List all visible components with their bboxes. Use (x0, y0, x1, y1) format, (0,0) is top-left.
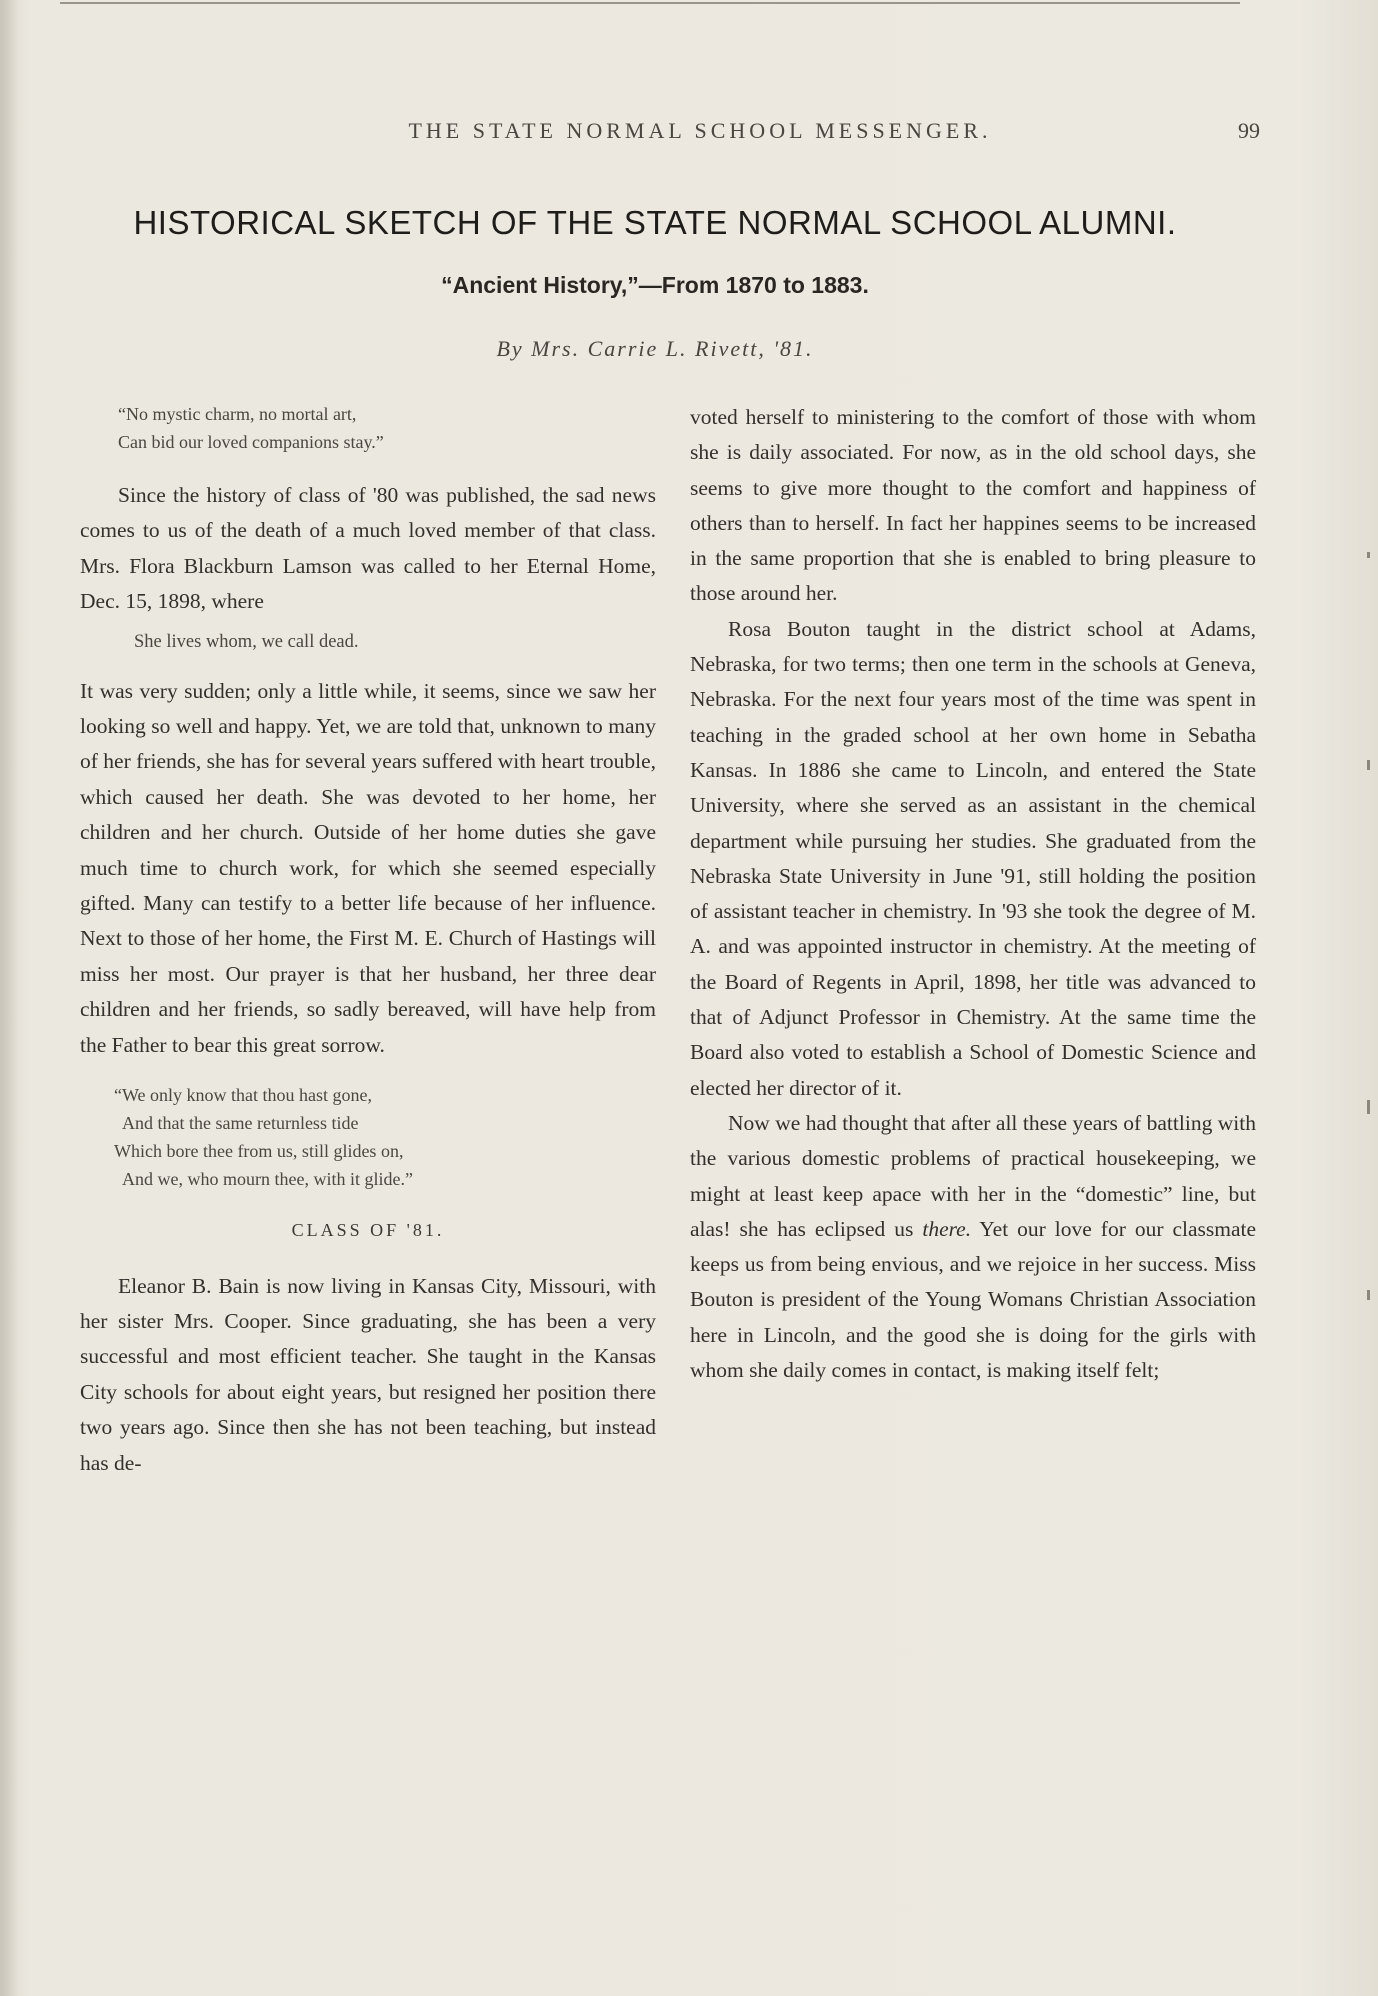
paragraph: Eleanor B. Bain is now living in Kansas City, Missouri, with her sister Mrs. Cooper. Since graduating, she has been a very successful and most efficient teacher. She taught in the Kansas City schools for about eight years, but resigned her position there two years ago. Since then she has not been teaching, but instead has de- (80, 1273, 656, 1475)
paragraph-text: Now we had thought that after all these years of battling with the various domestic problems of practical housekeeping, we might at least keep apace with her in the “domestic” line, but alas! she has eclipsed us (690, 1110, 1256, 1241)
paragraph: Rosa Bouton taught in the district school at Adams, Nebraska, for two terms; then one term in the schools at Geneva, Nebraska. For the next four years most of the time was spent in teaching in the graded school at her own home in Sebatha Kansas. In 1886 she came to Lincoln, and entered the State University, where she served as an assistant in the chemical department while pursuing her studies. She graduated from the Nebraska State University in June '91, still holding the position of assistant teacher in chemistry. In '93 she took the degree of M. A. and was appointed instructor in chemistry. At the meeting of the Board of Regents in April, 1898, her title was advanced to that of Adjunct Professor in Chemistry. At the same time the Board also voted to establish a School of Domestic Science and elected her director of it. (690, 616, 1256, 1100)
epigraph (80, 400, 656, 456)
page-number: 99 (1238, 118, 1260, 143)
inline-quote: She lives whom, we call dead. (134, 631, 359, 652)
top-rule (60, 2, 1240, 4)
paragraph: It was very sudden; only a little while, it seems, since we saw her looking so well and happy. Yet, we are told that, unknown to many of her friends, she has for several years suffered with heart trouble, which caused her death. She was devoted to her home, her children and her church. Outside of her home duties she gave much time to church work, for which she seemed especially gifted. Many can testify to a better life because of her influence. Next to those of her home, the First M. E. Church of Hastings will miss her most. Our prayer is that her husband, her three dear children and her friends, so sadly bereaved, will have help from the Father to bear this great sorrow. (80, 678, 656, 1057)
right-column (690, 400, 1256, 1388)
left-column (80, 398, 656, 1481)
italic-word: there. (922, 1216, 972, 1241)
paragraph (690, 1106, 1256, 1388)
scan-speck (1367, 552, 1370, 558)
poem-line: And we, who mourn thee, with it glide.” (122, 1169, 413, 1190)
poem-line: Which bore thee from us, still glides on, (114, 1141, 404, 1162)
paragraph-text: Yet our love for our classmate keeps us from being envious, and we rejoice in her success. Miss Bouton is president of the Young Womans Christian Association here in Lincoln, and the good she is doing for the girls with whom she daily comes in contact, is making itself felt; (690, 1216, 1257, 1383)
paragraph: voted herself to ministering to the comfort of those with whom she is daily associated. For now, as in the old school days, she seems to give more thought to the comfort and happiness of others than to herself. In fact her happines seems to be increased in the same proportion that she is enabled to bring pleasure to those around her. (690, 405, 1256, 606)
epigraph-line: Can bid our loved companions stay.” (118, 432, 384, 452)
article-byline: By Mrs. Carrie L. Rivett, '81. (496, 336, 814, 361)
scan-speck (1367, 1290, 1370, 1300)
poem-line: “We only know that thou hast gone, (114, 1085, 373, 1106)
page-edge-shadow (0, 0, 18, 1996)
article-subtitle: “Ancient History,”—From 1870 to 1883. (441, 272, 869, 298)
paragraph: Since the history of class of '80 was published, the sad news comes to us of the death of a much loved member of that class. Mrs. Flora Blackburn Lamson was called to her Eternal Home, Dec. 15, 1898, where (80, 483, 656, 614)
poem (80, 1081, 656, 1193)
section-heading: CLASS OF '81. (291, 1220, 445, 1241)
running-title: THE STATE NORMAL SCHOOL MESSENGER. (408, 118, 992, 143)
article-title: HISTORICAL SKETCH OF THE STATE NORMAL SCHOOL ALUMNI. (133, 204, 1177, 241)
epigraph-line: “No mystic charm, no mortal art, (118, 404, 357, 424)
poem-line: And that the same returnless tide (122, 1113, 359, 1134)
running-header (60, 118, 1260, 158)
scan-speck (1367, 1100, 1370, 1114)
scan-speck (1367, 760, 1370, 770)
